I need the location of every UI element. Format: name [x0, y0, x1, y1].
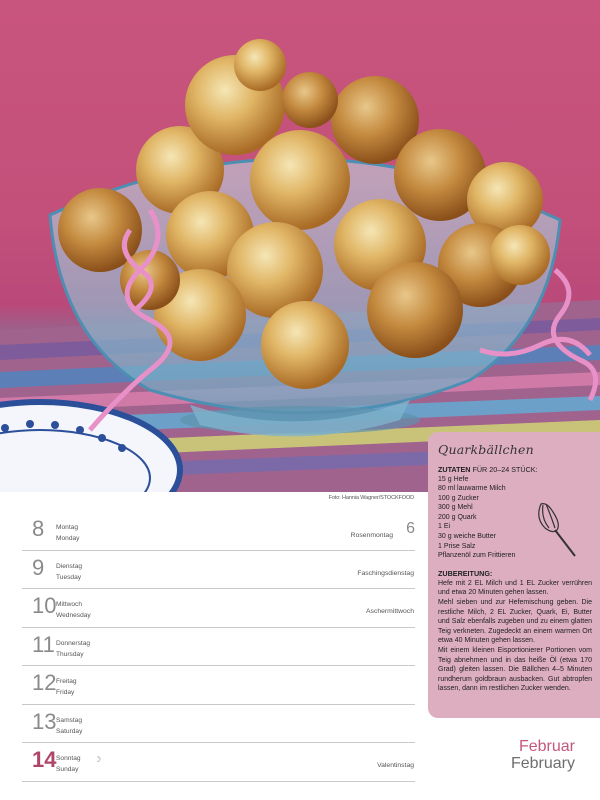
day-row [22, 589, 415, 628]
ingredient-item: 15 g Hefe [438, 475, 469, 483]
preparation-step: Hefe mit 2 EL Milch und 1 EL Zucker verrühren und etwa 20 Minuten gehen lassen. [438, 579, 592, 597]
day-number: 11 [32, 631, 55, 657]
day-name-en: Wednesday [56, 612, 91, 619]
holiday-label: Aschermittwoch [366, 608, 414, 615]
day-name-de: Dienstag [56, 562, 83, 570]
holiday-label: Rosenmontag [350, 532, 393, 539]
day-name-de: Sonntag [56, 755, 81, 762]
day-name-en: Monday [56, 535, 80, 542]
ingredient-item: 200 g Quark [438, 513, 477, 521]
ingredient-item: 30 g weiche Butter [438, 533, 496, 541]
recipe-panel [428, 432, 600, 718]
day-row [22, 705, 415, 744]
day-row [22, 551, 415, 590]
day-number: 9 [32, 554, 45, 580]
month-label [511, 738, 575, 773]
day-names [56, 599, 91, 621]
day-name-en: Friday [56, 689, 75, 696]
day-number: 14 [32, 747, 57, 772]
preparation-step: Mit einem kleinen Eisportionierer Portionen vom Teig abnehmen und in das heiße Öl (etwa 170 Grad) gleiten lassen. Die Bällchen 4–5 Minuten rundherum goldbraun ausbacken. Gut abtropfen lassen, dann im restlichen Zucker wenden. [438, 647, 592, 693]
day-name-en: Sunday [56, 766, 79, 773]
day-number: 10 [32, 593, 57, 618]
day-row [22, 666, 415, 705]
day-name-de: Montag [56, 524, 78, 531]
day-number: 8 [32, 516, 45, 541]
day-names [56, 638, 90, 660]
preparation-step: Mehl sieben und zur Hefemischung geben. Die restliche Milch, 2 EL Zucker, Quark, Ei, Butter und Salz ebenfalls zugeben und zu einem glatten Teig verkneten. Zugedeckt an einem warmen Ort etwa 40 Minuten gehen lassen. [438, 599, 592, 645]
month-name-de: Februar [518, 738, 575, 755]
week-number: 6 [406, 520, 415, 537]
ingredients-heading-rest: FÜR 20–24 STÜCK: [470, 465, 538, 474]
ingredient-item: 300 g Mehl [438, 504, 473, 512]
day-name-de: Donnerstag [56, 639, 91, 647]
day-name-de: Mittwoch [56, 601, 83, 608]
month-name-en: February [510, 755, 575, 772]
recipe-title: Quarkbällchen [438, 442, 534, 457]
day-names [56, 676, 77, 698]
preparation-heading: ZUBEREITUNG: [438, 568, 493, 578]
ingredient-item: Pflanzenöl zum Frittieren [438, 552, 516, 560]
holiday-label: Faschingsdienstag [357, 569, 414, 577]
ingredients-heading [438, 465, 592, 475]
ingredient-item: 1 Ei [438, 523, 451, 531]
day-number: 13 [32, 708, 57, 734]
ingredients-heading-bold: ZUTATEN [438, 465, 471, 474]
day-name-en: Saturday [56, 727, 83, 735]
day-name-de: Samstag [56, 716, 83, 724]
day-names [56, 522, 79, 544]
whisk-icon [533, 500, 579, 560]
day-name-de: Freitag [56, 678, 77, 685]
ingredient-item: 80 ml lauwarme Milch [438, 485, 506, 493]
calendar-days [22, 512, 415, 782]
day-row [22, 628, 415, 667]
ingredient-item: 100 g Zucker [438, 494, 479, 502]
day-name-en: Tuesday [56, 573, 82, 581]
day-number: 12 [32, 670, 57, 695]
day-row [22, 512, 415, 551]
day-names [56, 561, 82, 583]
day-names [56, 715, 82, 737]
day-name-en: Thursday [56, 650, 84, 658]
ingredient-item: 1 Prise Salz [438, 542, 476, 550]
day-row-sunday [22, 743, 415, 782]
moon-phase-icon: ☽ [94, 755, 102, 764]
photo-credit: Foto: Hannia Wagner/STOCKFOOD [328, 495, 414, 501]
holiday-label: Valentinstag [377, 762, 414, 769]
day-names [56, 753, 81, 775]
